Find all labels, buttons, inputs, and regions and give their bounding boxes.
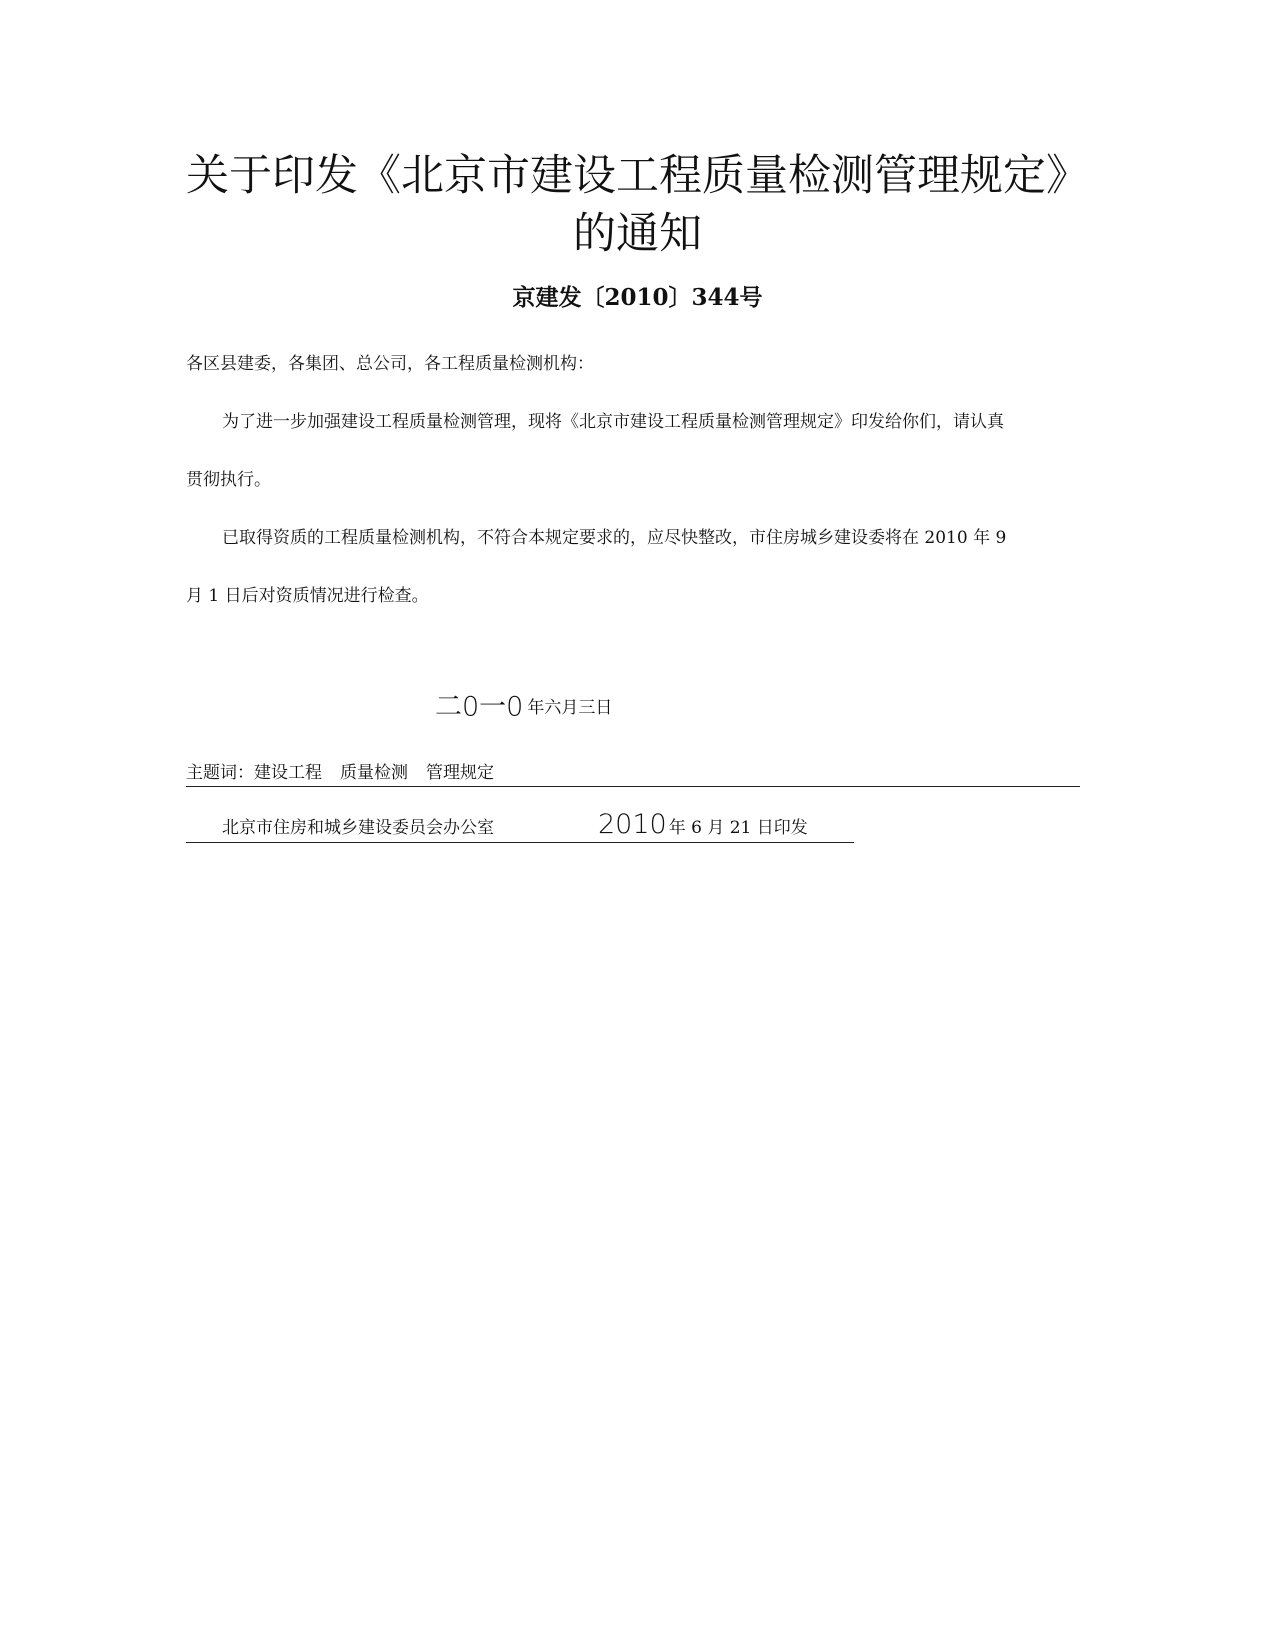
issue-date-rest: 年 6 月 21 日印发	[668, 818, 808, 838]
signing-date-year: 二0一0	[435, 691, 524, 723]
document-number: 京建发〔2010〕344号	[512, 284, 763, 311]
keyword-item: 质量检测	[340, 763, 408, 783]
document-title-line-1: 关于印发《北京市建设工程质量检测管理规定》	[186, 151, 1089, 201]
signing-date	[435, 692, 612, 723]
issue-row	[186, 809, 854, 843]
recipients-line: 各区县建委，各集团、总公司，各工程质量检测机构：	[186, 354, 594, 374]
paragraph-1-line-2: 贯彻执行。	[186, 470, 271, 490]
document-title-line-2: 的通知	[573, 209, 702, 259]
signing-date-month-day: 年六月三日	[527, 697, 613, 718]
keyword-item: 建设工程	[254, 763, 322, 783]
issue-year: 2010	[598, 809, 667, 840]
issuer-name: 北京市住房和城乡建设委员会办公室	[222, 818, 494, 838]
keywords-row	[186, 762, 1080, 787]
keyword-item: 管理规定	[426, 763, 494, 783]
issue-date	[598, 809, 808, 840]
keywords-label: 主题词：	[186, 763, 254, 783]
paragraph-2-line-2: 月 1 日后对资质情况进行检查。	[186, 586, 429, 606]
paragraph-1-line-1: 为了进一步加强建设工程质量检测管理，现将《北京市建设工程质量检测管理规定》印发给你们，请认真	[222, 412, 1004, 432]
paragraph-2-line-1: 已取得资质的工程质量检测机构，不符合本规定要求的，应尽快整改，市住房城乡建设委将在 2010 年 9	[222, 528, 1007, 548]
